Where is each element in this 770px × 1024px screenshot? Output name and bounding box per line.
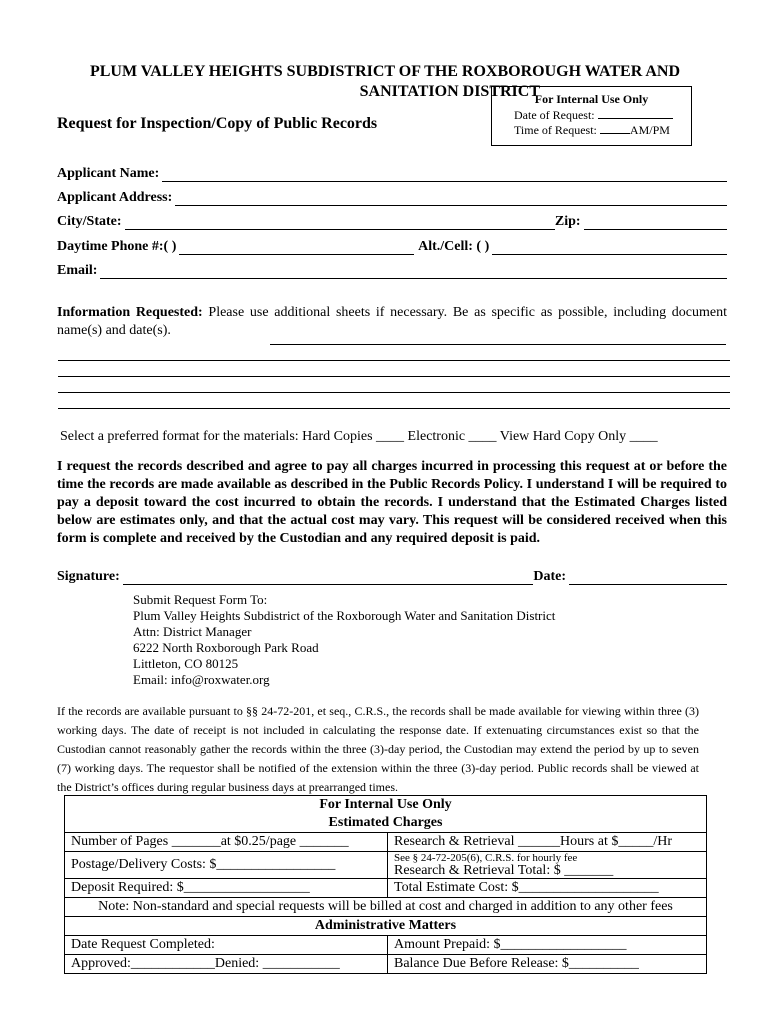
table-header: For Internal Use Only [65,796,707,815]
preferred-format[interactable]: Select a preferred format for the materials: Hard Copies ____ Electronic ____ View Hard Copy Only ____ [60,429,658,444]
admin-header: Administrative Matters [65,917,707,936]
city-state-field[interactable]: City/State: Zip: [57,214,727,230]
internal-use-box [491,86,692,146]
email-field[interactable]: Email: [57,263,727,279]
date-of-request[interactable]: Date of Request: [514,108,673,123]
submit-to: Submit Request Form To: Plum Valley Heights Subdistrict of the Roxborough Water and Sanitation District Attn: District Manager 6222 North Roxborough Park Road Littleton, CO 80125 Email: info@roxwater.org [133,592,556,687]
notice-text: If the records are available pursuant to §§ 24-72-201, et seq., C.R.S., the records shall be made available for viewing within three (3) working days. The date of receipt is not included in calculating the response date. If extenuating circumstances exist so that the Custodian cannot reasonably gather the records within the three (3)-day period, the Custodian may extend the period by up to seven (7) working days. The requestor shall be notified of the extension within the three (3)-day period. Public records shall be viewed at the District’s offices during regular business days at prearranged times. [57,704,699,794]
info-line[interactable] [270,344,726,345]
postage-field[interactable]: Postage/Delivery Costs: $_________________ [65,852,388,879]
research-field[interactable]: Research & Retrieval ______Hours at $_____/Hr [388,833,707,852]
balance-due-field[interactable]: Balance Due Before Release: $__________ [388,955,707,974]
info-line[interactable] [58,408,730,409]
information-requested: Information Requested: Please use additional sheets if necessary. Be as specific as possible, including document name(s) and date(s). [57,305,727,338]
estimated-charges-header: Estimated Charges [65,814,707,833]
info-line[interactable] [58,392,730,393]
pages-field[interactable]: Number of Pages _______at $0.25/page _______ [65,833,388,852]
time-of-request[interactable]: Time of Request: AM/PM [514,123,670,137]
total-estimate-field[interactable]: Total Estimate Cost: $____________________ [388,879,707,898]
applicant-address-field[interactable]: Applicant Address: [57,190,727,206]
internal-use-table [64,795,707,974]
amount-prepaid-field[interactable]: Amount Prepaid: $__________________ [388,936,707,955]
form-title-line2: SANITATION DISTRICT [359,83,540,100]
research-total-cell[interactable]: See § 24-72-205(6), C.R.S. for hourly fee Research & Retrieval Total: $ _______ [388,852,707,879]
form-subtitle: Request for Inspection/Copy of Public Records [57,115,378,132]
deposit-field[interactable]: Deposit Required: $__________________ [65,879,388,898]
phone-field[interactable]: Daytime Phone #:( ) Alt./Cell: ( ) [57,239,727,255]
info-line[interactable] [58,360,730,361]
agreement-text: I request the records described and agree to pay all charges incurred in processing this request at or before the time the records are made available as described in the Public Records Policy. I understand I will be required to pay a deposit toward the cost incurred to obtain the records. I understand that the Estimated Charges listed below are estimates only, and that the actual cost may vary. This request will be considered received when this form is complete and received by the Custodian and any required deposit is paid. [57,459,727,546]
applicant-name-field[interactable]: Applicant Name: [57,166,727,182]
signature-field[interactable]: Signature: Date: [57,569,727,585]
internal-use-title: For Internal Use Only [534,92,649,106]
note-text: Note: Non-standard and special requests will be billed at cost and charged in addition to any other fees [65,898,707,917]
form-title-line1: PLUM VALLEY HEIGHTS SUBDISTRICT OF THE ROXBOROUGH WATER AND [89,63,681,80]
info-line[interactable] [58,376,730,377]
date-completed-field[interactable]: Date Request Completed: [65,936,388,955]
approved-denied-field[interactable]: Approved:____________Denied: ___________ [65,955,388,974]
